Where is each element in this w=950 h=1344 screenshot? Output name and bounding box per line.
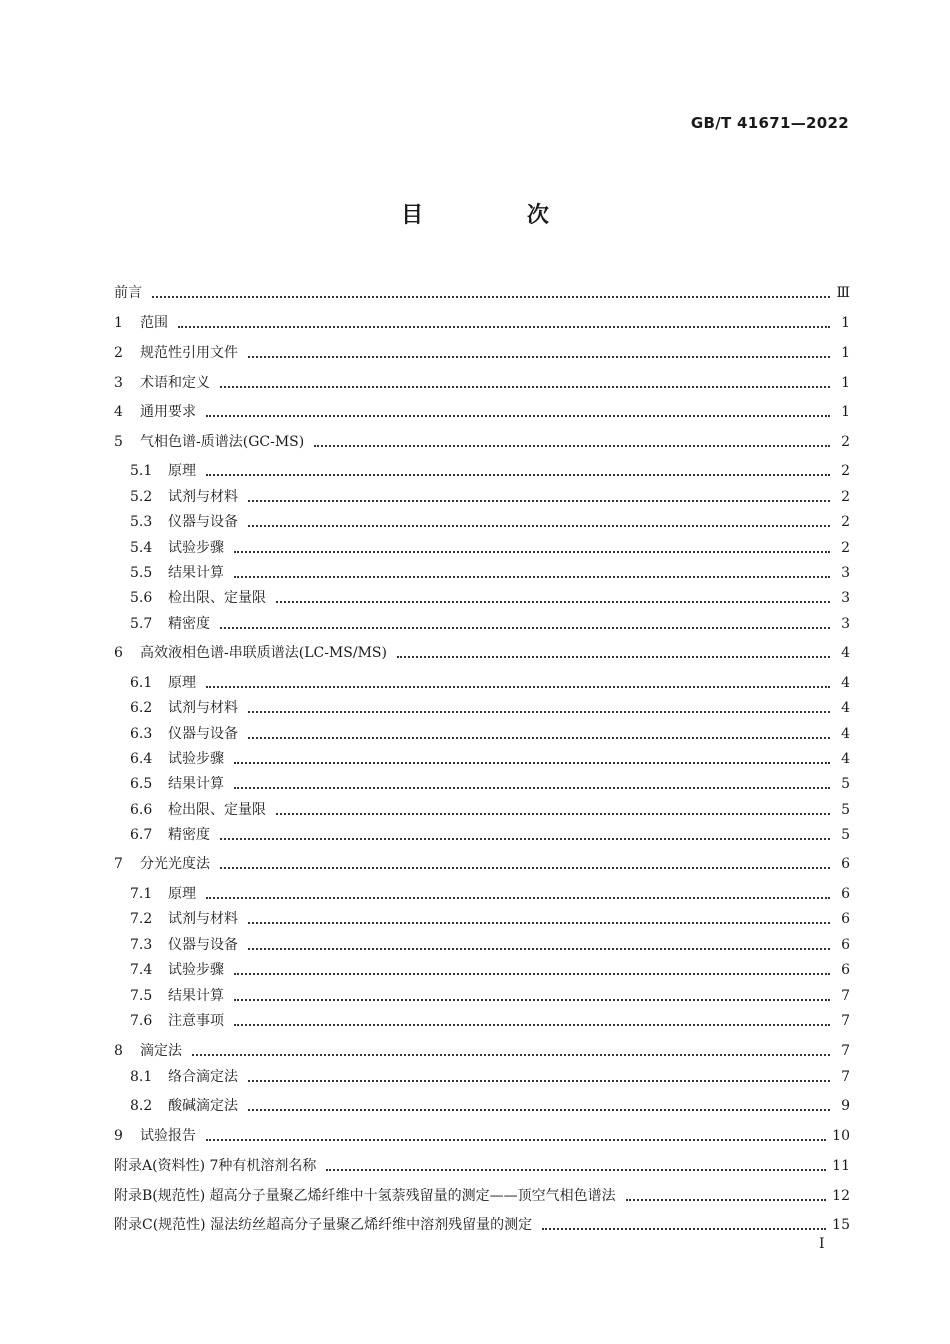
- toc-entry[interactable]: [114, 721, 850, 743]
- toc-entry[interactable]: [114, 484, 850, 506]
- toc-entry-page: 5: [841, 776, 850, 792]
- toc-entry-number: 3: [114, 375, 123, 391]
- toc-entry-page: 7: [841, 1043, 850, 1059]
- toc-entry-number: 6.5: [130, 776, 153, 792]
- toc-entry[interactable]: [114, 851, 850, 873]
- toc-entry[interactable]: [114, 670, 850, 692]
- toc-leader-dots: [206, 686, 830, 688]
- toc-entry-label: 试验步骤: [168, 751, 224, 767]
- toc-entry-page: 1: [841, 375, 850, 391]
- toc-entry-label: 术语和定义: [140, 375, 210, 391]
- toc-leader-dots: [248, 737, 830, 739]
- toc-entry-page: 3: [841, 616, 850, 632]
- toc-entry-label: 试剂与材料: [168, 911, 238, 927]
- toc-leader-dots: [206, 897, 830, 899]
- toc-leader-dots: [192, 1054, 830, 1056]
- toc-entry-label: 检出限、定量限: [168, 802, 266, 818]
- toc-entry-number: 8.1: [130, 1069, 153, 1085]
- toc-entry-page: 7: [841, 1069, 850, 1085]
- toc-entry-page: 2: [841, 434, 850, 450]
- toc-entry-number: 7.6: [130, 1013, 153, 1029]
- toc-entry[interactable]: [114, 797, 850, 819]
- toc-entry-label: 前言: [114, 285, 142, 301]
- toc-entry-label: 原理: [168, 675, 196, 691]
- toc-leader-dots: [397, 656, 830, 658]
- toc-entry-label: 分光光度法: [140, 856, 210, 872]
- toc-entry-label: 试验报告: [140, 1128, 196, 1144]
- toc-entry[interactable]: [114, 695, 850, 717]
- toc-leader-dots: [206, 1139, 826, 1141]
- toc-entry-number: 1: [114, 315, 123, 331]
- toc-entry-page: 5: [841, 802, 850, 818]
- toc-entry-label: 滴定法: [140, 1043, 182, 1059]
- toc-leader-dots: [220, 867, 830, 869]
- toc-entry-page: 6: [841, 886, 850, 902]
- toc-leader-dots: [234, 999, 830, 1001]
- toc-leader-dots: [248, 948, 830, 950]
- toc-entry-page: 6: [841, 962, 850, 978]
- toc-entry-number: 6.1: [130, 675, 153, 691]
- toc-entry-label: 精密度: [168, 616, 210, 632]
- toc-leader-dots: [206, 474, 830, 476]
- toc-entry-label: 精密度: [168, 827, 210, 843]
- toc-entry[interactable]: [114, 822, 850, 844]
- toc-leader-dots: [234, 576, 830, 578]
- toc-entry-page: 2: [841, 514, 850, 530]
- toc-entry-number: 6.4: [130, 751, 153, 767]
- toc-entry[interactable]: [114, 1212, 850, 1234]
- toc-leader-dots: [234, 1024, 830, 1026]
- toc-leader-dots: [314, 445, 830, 447]
- toc-entry-number: 7.3: [130, 937, 153, 953]
- toc-entry[interactable]: [114, 310, 850, 332]
- toc-entry-page: 4: [841, 675, 850, 691]
- toc-entry[interactable]: [114, 340, 850, 362]
- toc-entry-page: Ⅲ: [836, 285, 850, 301]
- toc-entry-number: 7.1: [130, 886, 153, 902]
- toc-entry-number: 5.1: [130, 463, 153, 479]
- toc-entry-page: 2: [841, 540, 850, 556]
- toc-entry-page: 10: [832, 1128, 850, 1144]
- toc-entry-number: 6.3: [130, 726, 153, 742]
- toc-entry-label: 规范性引用文件: [140, 345, 238, 361]
- toc-leader-dots: [220, 386, 830, 388]
- toc-leader-dots: [248, 922, 830, 924]
- toc-entry-number: 8: [114, 1043, 123, 1059]
- toc-entry-page: 12: [832, 1188, 850, 1204]
- toc-entry[interactable]: [114, 399, 850, 421]
- toc-entry-label: 附录A(资料性) 7种有机溶剂名称: [114, 1158, 317, 1174]
- toc-entry-label: 仪器与设备: [168, 514, 238, 530]
- toc-entry-page: 1: [841, 404, 850, 420]
- toc-entry-page: 2: [841, 489, 850, 505]
- toc-entry-page: 1: [841, 315, 850, 331]
- toc-entry-page: 1: [841, 345, 850, 361]
- toc-leader-dots: [220, 838, 830, 840]
- toc-leader-dots: [248, 711, 830, 713]
- toc-entry[interactable]: [114, 983, 850, 1005]
- toc-entry-number: 6.2: [130, 700, 153, 716]
- toc-entry[interactable]: [114, 611, 850, 633]
- toc-entry-page: 4: [841, 700, 850, 716]
- toc-entry-number: 6: [114, 645, 123, 661]
- toc-entry-number: 4: [114, 404, 123, 420]
- toc-entry-number: 6.6: [130, 802, 153, 818]
- toc-leader-dots: [326, 1169, 826, 1171]
- toc-entry-number: 9: [114, 1128, 123, 1144]
- toc-entry-label: 原理: [168, 463, 196, 479]
- toc-leader-dots: [626, 1199, 827, 1201]
- toc-entry-label: 试剂与材料: [168, 700, 238, 716]
- toc-entry[interactable]: [114, 906, 850, 928]
- toc-entry-label: 附录B(规范性) 超高分子量聚乙烯纤维中十氢萘残留量的测定——顶空气相色谱法: [114, 1188, 616, 1204]
- toc-entry-page: 7: [841, 988, 850, 1004]
- page-folio: I: [819, 1236, 825, 1252]
- toc-entry-page: 4: [841, 645, 850, 661]
- toc-leader-dots: [276, 813, 830, 815]
- toc-entry-number: 8.2: [130, 1098, 153, 1114]
- toc-leader-dots: [234, 973, 830, 975]
- toc-entry[interactable]: [114, 585, 850, 607]
- toc-entry-label: 试验步骤: [168, 962, 224, 978]
- toc-title: 目 次: [401, 202, 597, 228]
- toc-entry-label: 范围: [140, 315, 168, 331]
- toc-entry[interactable]: [114, 1008, 850, 1030]
- toc-entry-page: 7: [841, 1013, 850, 1029]
- toc-entry[interactable]: [114, 280, 850, 302]
- toc-entry-number: 7.4: [130, 962, 153, 978]
- toc-entry-label: 结果计算: [168, 565, 224, 581]
- toc-leader-dots: [248, 356, 830, 358]
- toc-leader-dots: [234, 762, 830, 764]
- toc-entry-label: 酸碱滴定法: [168, 1098, 238, 1114]
- toc-leader-dots: [234, 551, 830, 553]
- toc-entry-label: 结果计算: [168, 988, 224, 1004]
- toc-entry-number: 5.5: [130, 565, 153, 581]
- toc-entry-label: 附录C(规范性) 湿法纺丝超高分子量聚乙烯纤维中溶剂残留量的测定: [114, 1217, 533, 1233]
- toc-entry-label: 注意事项: [168, 1013, 224, 1029]
- toc-entry-number: 7.2: [130, 911, 153, 927]
- toc-entry[interactable]: [114, 429, 850, 451]
- toc-entry[interactable]: [114, 1038, 850, 1060]
- toc-entry-label: 络合滴定法: [168, 1069, 238, 1085]
- toc-entry-page: 5: [841, 827, 850, 843]
- toc-leader-dots: [248, 525, 830, 527]
- toc-entry-label: 原理: [168, 886, 196, 902]
- toc-entry-number: 5.7: [130, 616, 153, 632]
- toc-entry[interactable]: [114, 957, 850, 979]
- toc-entry[interactable]: [114, 1183, 850, 1205]
- toc-leader-dots: [276, 601, 830, 603]
- toc-entry-page: 6: [841, 856, 850, 872]
- toc-entry-number: 2: [114, 345, 123, 361]
- toc-entry[interactable]: [114, 640, 850, 662]
- toc-entry[interactable]: [114, 771, 850, 793]
- toc-entry[interactable]: [114, 370, 850, 392]
- toc-entry-label: 仪器与设备: [168, 937, 238, 953]
- toc-entry-page: 3: [841, 590, 850, 606]
- toc-entry[interactable]: [114, 746, 850, 768]
- toc-entry-label: 气相色谱-质谱法(GC-MS): [140, 434, 305, 450]
- toc-entry-number: 6.7: [130, 827, 153, 843]
- toc-entry-label: 通用要求: [140, 404, 196, 420]
- toc-leader-dots: [220, 627, 830, 629]
- toc-entry-number: 5.6: [130, 590, 153, 606]
- toc-entry[interactable]: [114, 535, 850, 557]
- toc-leader-dots: [206, 415, 830, 417]
- toc-leader-dots: [178, 326, 830, 328]
- toc-entry-number: 7.5: [130, 988, 153, 1004]
- toc-entry-page: 15: [832, 1217, 850, 1233]
- toc-entry-page: 11: [832, 1158, 850, 1174]
- toc-entry-label: 结果计算: [168, 776, 224, 792]
- toc-entry-label: 检出限、定量限: [168, 590, 266, 606]
- toc-entry[interactable]: [114, 560, 850, 582]
- toc-entry[interactable]: [114, 1093, 850, 1115]
- toc-entry[interactable]: [114, 509, 850, 531]
- toc-entry-page: 2: [841, 463, 850, 479]
- toc-entry[interactable]: [114, 932, 850, 954]
- toc-entry[interactable]: [114, 1064, 850, 1086]
- toc-leader-dots: [542, 1228, 826, 1230]
- toc-entry[interactable]: [114, 458, 850, 480]
- toc-entry-label: 试验步骤: [168, 540, 224, 556]
- toc-entry-number: 7: [114, 856, 123, 872]
- toc-entry-page: 9: [841, 1098, 850, 1114]
- toc-leader-dots: [248, 1109, 830, 1111]
- toc-entry-label: 试剂与材料: [168, 489, 238, 505]
- standard-code: GB/T 41671—2022: [690, 114, 849, 132]
- toc-leader-dots: [248, 500, 830, 502]
- toc-entry-number: 5: [114, 434, 123, 450]
- toc-entry-page: 4: [841, 726, 850, 742]
- toc-entry-label: 高效液相色谱-串联质谱法(LC-MS/MS): [140, 645, 387, 661]
- toc-entry-page: 3: [841, 565, 850, 581]
- toc-entry[interactable]: [114, 881, 850, 903]
- toc-leader-dots: [234, 787, 830, 789]
- toc-entry-page: 6: [841, 911, 850, 927]
- toc-entry-number: 5.3: [130, 514, 153, 530]
- toc-entry[interactable]: [114, 1123, 850, 1145]
- toc-entry[interactable]: [114, 1153, 850, 1175]
- toc-leader-dots: [152, 296, 830, 298]
- toc-entry-page: 4: [841, 751, 850, 767]
- toc-entry-number: 5.4: [130, 540, 153, 556]
- toc-entry-number: 5.2: [130, 489, 153, 505]
- toc-entry-page: 6: [841, 937, 850, 953]
- toc-leader-dots: [248, 1080, 830, 1082]
- toc-entry-label: 仪器与设备: [168, 726, 238, 742]
